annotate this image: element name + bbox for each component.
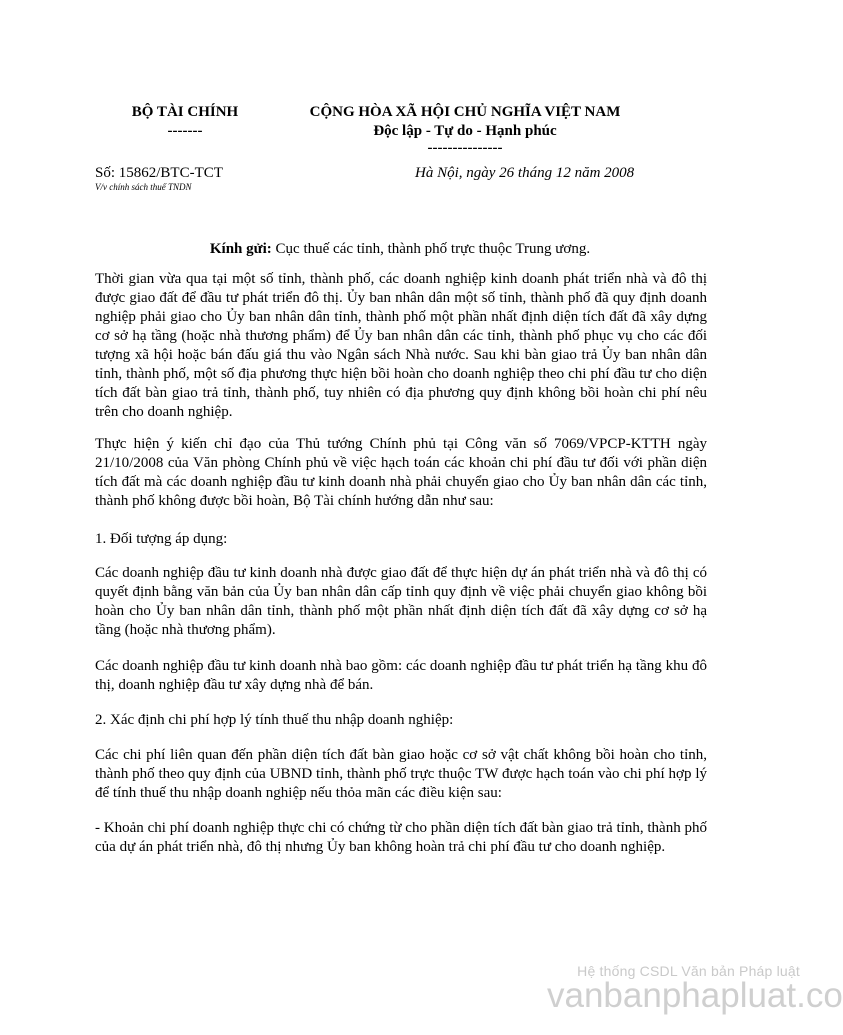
recipient-label: Kính gửi: [209, 241, 272, 257]
section-heading-1: 1. Đối tượng áp dụng: [95, 531, 228, 547]
section-heading-2: 2. Xác định chi phí hợp lý tính thuế thu nhập doanh nghiệp: [95, 712, 454, 728]
nation-title: CỘNG HÒA XÃ HỘI CHỦ NGHĨA VIỆT NAM [309, 104, 621, 120]
doc-subject: V/v chính sách thuế TNDN [95, 182, 192, 192]
place-date: Hà Nội, ngày 26 tháng 12 năm 2008 [415, 165, 635, 181]
ministry-rule: ------- [167, 123, 203, 139]
doc-number: Số: 15862/BTC-TCT [95, 165, 223, 181]
recipient-line [0, 240, 800, 259]
paragraph-costs: Các chi phí liên quan đến phần diện tích đất bàn giao hoặc cơ sở vật chất không bồi hoàn cho tỉnh, thành phố theo quy định của UBND tỉnh, thành phố trực thuộc TW được hạch toán vào chi phí hợp lý để tính thuế thu nhập doanh nghiệp nếu thỏa mãn các điều kiện sau: [95, 747, 707, 801]
paragraph-scope: Các doanh nghiệp đầu tư kinh doanh nhà được giao đất để thực hiện dự án phát triển nhà và đô thị có quyết định bằng văn bản của Ủy ban nhân dân cấp tỉnh quy định về việc phải chuyển giao không bồi hoàn cho Ủy ban nhân dân tỉnh, thành phố một phần nhất định diện tích đất đã xây dựng cơ sở hạ tầng (hoặc nhà thương phẩm). [95, 565, 707, 638]
motto: Độc lập - Tự do - Hạnh phúc [373, 123, 557, 139]
paragraph-directive: Thực hiện ý kiến chỉ đạo của Thủ tướng Chính phủ tại Công văn số 7069/VPCP-KTTH ngày 21/10/2008 của Văn phòng Chính phủ về việc hạch toán các khoản chi phí đầu tư đối với phần diện tích đất mà các doanh nghiệp đầu tư kinh doanh nhà phải chuyển giao cho Ủy ban nhân dân các tỉnh, thành phố không được bồi hoàn, Bộ Tài chính hướng dẫn như sau: [95, 436, 707, 509]
motto-rule: --------------- [427, 140, 503, 156]
paragraph-enterprises: Các doanh nghiệp đầu tư kinh doanh nhà bao gồm: các doanh nghiệp đầu tư phát triển hạ tầng khu đô thị, doanh nghiệp đầu tư xây dựng nhà để bán. [95, 658, 707, 693]
watermark-line-1: Hệ thống CSDL Văn bản Pháp luật [577, 963, 800, 979]
watermark-logo: vanbanphapluat.co [547, 976, 843, 1015]
paragraph-intro: Thời gian vừa qua tại một số tỉnh, thành phố, các doanh nghiệp kinh doanh phát triển nhà và đô thị được giao đất để đầu tư phát triển đô thị. Ủy ban nhân dân một số tỉnh, thành phố đã quy định doanh nghiệp phải giao cho Ủy ban nhân dân tỉnh, thành phố một phần nhất định diện tích đất đã xây dựng cơ sở hạ tầng (hoặc nhà thương phẩm) để Ủy ban nhân dân các tỉnh, thành phố phục vụ cho các đối tượng xã hội hoặc bán đấu giá thu vào Ngân sách Nhà nước. Sau khi bàn giao trả Ủy ban nhân dân tỉnh, thành phố, một số địa phương thực hiện bồi hoàn cho doanh nghiệp theo chi phí đầu tư cho diện tích đất bàn giao trả tỉnh, thành phố, tuy nhiên có địa phương quy định không bồi hoàn chi phí nêu trên cho doanh nghiệp. [95, 271, 707, 420]
ministry-name: BỘ TÀI CHÍNH [131, 104, 239, 120]
paragraph-condition: - Khoản chi phí doanh nghiệp thực chi có chứng từ cho phần diện tích đất bàn giao trả tỉnh, thành phố của dự án phát triển nhà, đô thị nhưng Ủy ban không hoàn trả chi phí đầu tư cho doanh nghiệp. [95, 820, 707, 855]
recipient-text: Cục thuế các tỉnh, thành phố trực thuộc Trung ương. [271, 241, 591, 257]
